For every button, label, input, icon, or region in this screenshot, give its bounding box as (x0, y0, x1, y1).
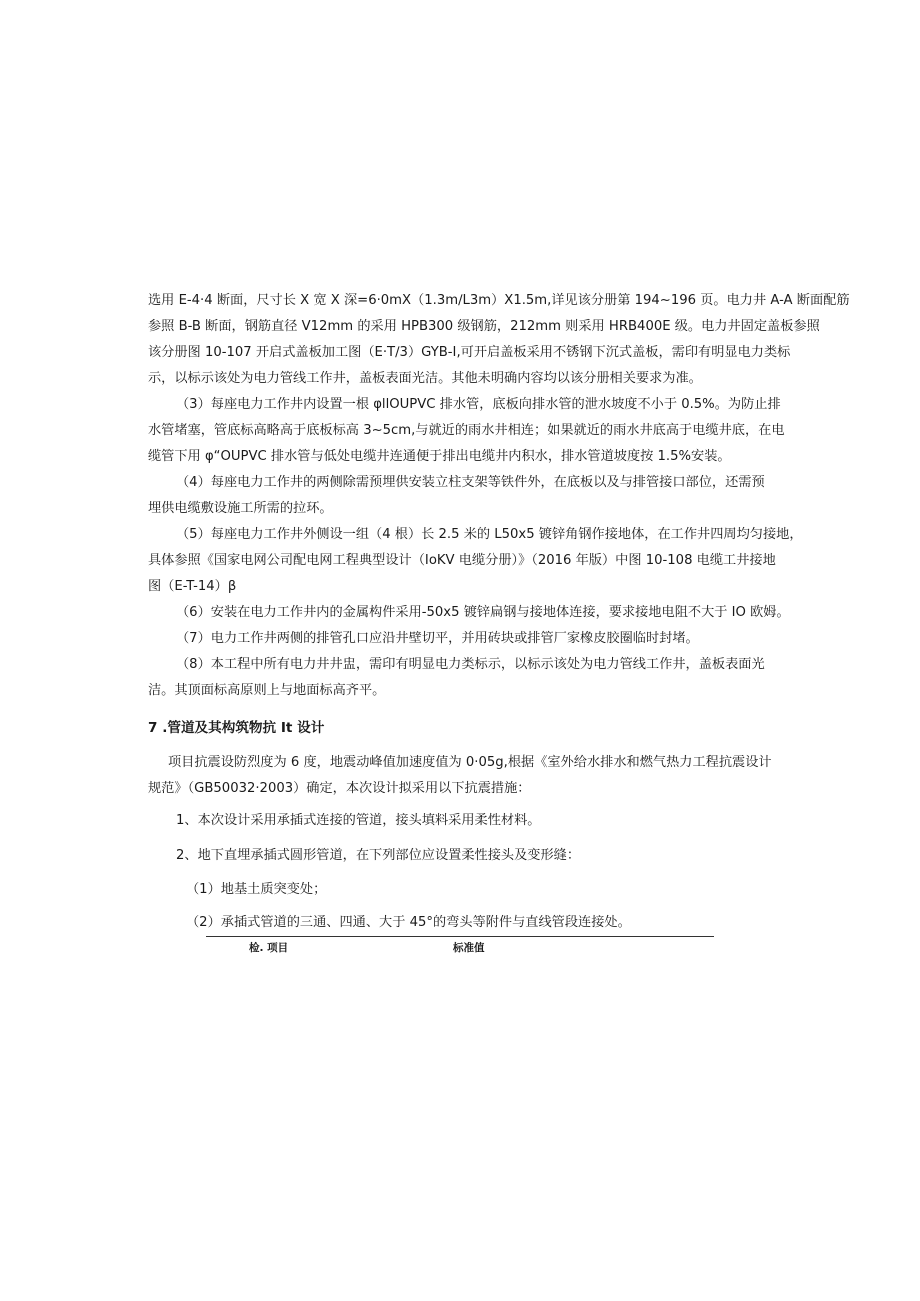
paragraph-line: （7）电力工作井两侧的排管孔口应沿井壁切平，并用砖块或排管厂家橡皮胶圈临时封堵。 (176, 631, 699, 646)
sub-list-item: （2）承插式管道的三通、四通、大于 45°的弯头等附件与直线管段连接处。 (186, 915, 631, 930)
paragraph-line: 选用 E-4·4 断面，尺寸长 X 宽 X 深=6·0mX（1.3m∕L3m）X1.5m,详见该分册第 194~196 页。电力井 A-A 断面配筋 (148, 293, 850, 308)
table-header-item: 检. 项目 (249, 942, 289, 954)
paragraph-line: 缆管下用 φ“OUPVC 排水管与低处电缆井连通便于排出电缆井内积水，排水管道坡度按 1.5%安装。 (148, 449, 731, 464)
paragraph-line: 具体参照《国家电网公司配电网工程典型设计（IoKV 电缆分册）》（2016 年版）中图 10-108 电缆工井接地 (148, 553, 776, 568)
table-top-rule (206, 936, 714, 937)
table-header-standard: 标准值 (453, 942, 485, 954)
paragraph-line: 项目抗震设防烈度为 6 度，地震动峰值加速度值为 0·05g,根据《室外给水排水和燃气热力工程抗震设计 (168, 755, 772, 770)
list-item: 1、本次设计采用承插式连接的管道，接头填料采用柔性材料。 (176, 813, 541, 828)
paragraph-line: 水管堵塞，管底标高略高于底板标高 3~5cm,与就近的雨水井相连；如果就近的雨水井底高于电缆井底，在电 (148, 423, 785, 438)
paragraph-line: 示，以标示该处为电力管线工作井，盖板表面光洁。其他未明确内容均以该分册相关要求为准。 (148, 371, 702, 386)
list-item: 2、地下直埋承插式圆形管道，在下列部位应设置柔性接头及变形缝： (176, 848, 581, 863)
paragraph-line: 参照 B-B 断面，钢筋直径 V12mm 的采用 HPB300 级钢筋，212mm 则采用 HRB400E 级。电力井固定盖板参照 (148, 319, 820, 334)
paragraph-line: （8）本工程中所有电力井井盅，需印有明显电力类标示，以标示该处为电力管线工作井，盖板表面光 (176, 657, 765, 672)
paragraph-line: 规范》（GB50032·2003）确定，本次设计拟采用以下抗震措施： (148, 781, 531, 796)
paragraph-line: （5）每座电力工作井外侧设一组（4 根）长 2.5 米的 L50x5 镀锌角钢作接地体，在工作井四周均匀接地， (176, 527, 803, 542)
section-heading: 7 .管道及其构筑物抗 It 设计 (148, 720, 325, 736)
paragraph-line: 洁。其顶面标高原则上与地面标高齐平。 (148, 683, 386, 698)
paragraph-line: （3）每座电力工作井内设置一根 φllOUPVC 排水管，底板向排水管的泄水坡度不小于 0.5%。为防止排 (176, 397, 781, 412)
sub-list-item: （1）地基土质突变处； (186, 882, 327, 897)
paragraph-line: （6）安装在电力工作井内的金属构件采用-50x5 镀锌扁钢与接地体连接，要求接地电阻不大于 IO 欧姆。 (176, 605, 790, 620)
paragraph-line: （4）每座电力工作井的两侧除需预埋供安装立柱支架等铁件外，在底板以及与排管接口部位，还需预 (176, 475, 765, 490)
paragraph-line: 埋供电缆敷设施工所需的拉环。 (148, 501, 333, 516)
paragraph-line: 图（E-T-14）β (148, 579, 237, 594)
paragraph-line: 该分册图 10-107 开启式盖板加工图（E·T∕3）GYB-I,可开启盖板采用不锈钢下沉式盖板，需印有明显电力类标 (148, 345, 791, 360)
